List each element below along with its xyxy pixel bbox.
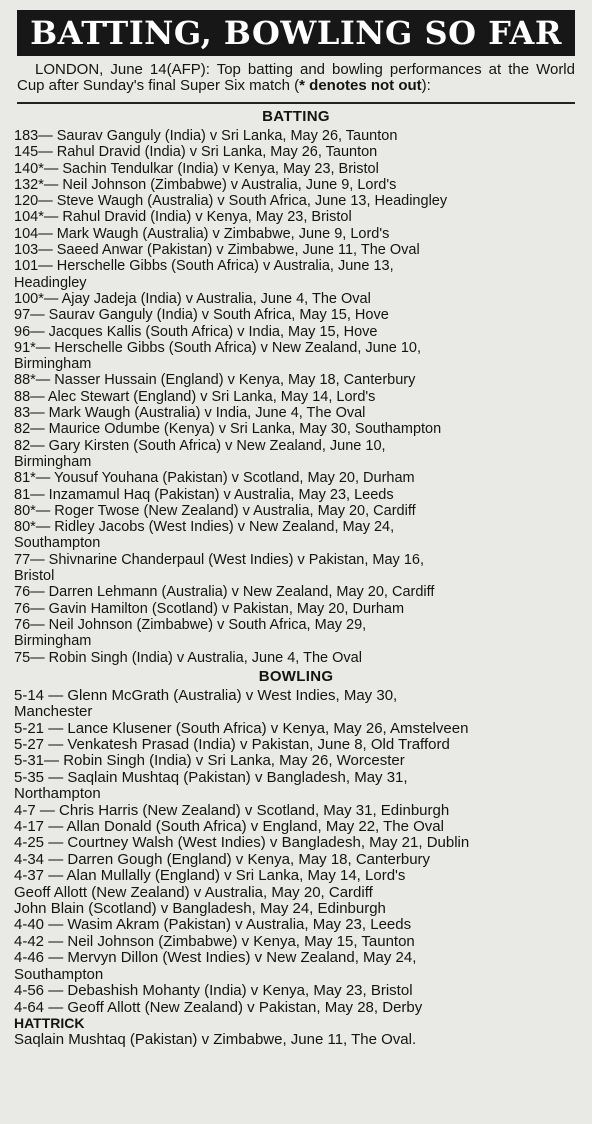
batting-score: 104*— [14,209,59,226]
bowling-list [14,688,578,1016]
batting-detail: Ridley Jacobs (West Indies) v New Zealand, May 24, [50,519,395,536]
batting-score: 76— [14,600,45,617]
bowling-entry [14,852,578,868]
batting-detail-continued: Birmingham [14,356,92,373]
bowling-score: 5-31 [14,753,45,770]
batting-score: 101— [14,258,53,275]
batting-score: 104— [14,225,53,242]
batting-detail: Darren Lehmann (Australia) v New Zealand, May 20, Cardiff [44,584,435,601]
batting-entry [14,177,578,193]
batting-detail-continued: Birmingham [14,633,92,650]
intro-text: Top batting and bowling performances at the World Cup after Sunday's final Super Six match ( [17,61,575,94]
batting-entry [14,405,578,421]
batting-entry [14,324,578,340]
batting-score: 140*— [14,160,59,177]
batting-score: 82— [14,437,45,454]
bowling-detail-continued: Northampton [14,785,101,803]
bowling-detail: — Darren Gough (England) v Kenya, May 18, Canterbury [44,851,431,868]
bowling-detail: — Debashish Mohanty (India) v Kenya, May 23, Bristol [44,983,413,1000]
bowling-detail-continued: Southampton [14,965,104,983]
bowling-entry [14,934,578,950]
batting-detail: Inzamamul Haq (Pakistan) v Australia, May 23, Leeds [44,486,394,503]
batting-detail: Saurav Ganguly (India) v South Africa, May 15, Hove [44,307,389,324]
batting-detail: Saurav Ganguly (India) v Sri Lanka, May 26, Taunton [52,128,398,144]
bowling-score: 5-14 [14,687,45,704]
bowling-score: 5-27 [14,737,45,754]
batting-score: 76— [14,584,45,601]
batting-entry [14,519,578,552]
bowling-detail: — Neil Johnson (Zimbabwe) v Kenya, May 15, Taunton [44,933,415,950]
bowling-score: 4-34 [14,851,45,868]
batting-score: 77— [14,551,45,568]
hattrick-heading: HATTRICK [14,1014,85,1031]
intro-close: ): [421,77,431,94]
headline-banner [17,10,575,56]
batting-entry [14,193,578,209]
intro-dateline: LONDON, June 14(AFP): [35,61,217,78]
bowling-detail: — Allan Donald (South Africa) v England, May 22, The Oval [44,819,444,836]
bowling-detail: — Saqlain Mushtaq (Pakistan) v Bangladesh, May 31, [44,769,408,786]
bowling-detail: Geoff Allott (New Zealand) v Australia, May 20, Cardiff [14,884,373,901]
batting-detail: Saeed Anwar (Pakistan) v Zimbabwe, June 11, The Oval [52,242,420,259]
bowling-score: 4-56 [14,983,45,1000]
batting-entry [14,161,578,177]
bowling-detail: — Mervyn Dillon (West Indies) v New Zealand, May 24, [44,950,417,967]
bowling-score: 4-7 [14,802,36,819]
bowling-detail: — Wasim Akram (Pakistan) v Australia, May 23, Leeds [44,917,412,934]
batting-entry [14,226,578,242]
headline: BATTING, BOWLING SO FAR [30,14,562,52]
batting-entry [14,650,578,666]
batting-detail: Neil Johnson (Zimbabwe) v Australia, June 9, Lord's [58,176,397,193]
batting-entry [14,389,578,405]
batting-heading: BATTING [262,108,330,125]
batting-detail-continued: Southampton [14,535,101,552]
bowling-detail: — Glenn McGrath (Australia) v West Indies, May 30, [44,687,398,704]
batting-score: 81— [14,486,45,503]
bowling-score: 4-37 [14,868,45,885]
batting-detail: Herschelle Gibbs (South Africa) v Australia, June 13, [52,258,394,275]
batting-entry [14,307,578,323]
batting-score: 82— [14,421,45,438]
batting-detail: Mark Waugh (Australia) v Zimbabwe, June 9, Lord's [52,225,390,242]
batting-detail-continued: Headingley [14,274,87,291]
batting-detail: Herschelle Gibbs (South Africa) v New Zealand, June 10, [50,339,422,356]
batting-score: 80*— [14,502,51,519]
bowling-entry [14,917,578,933]
batting-score: 76— [14,616,45,633]
batting-detail-continued: Bristol [14,568,55,585]
batting-score: 91*— [14,339,51,356]
batting-detail: Jacques Kallis (South Africa) v India, May 15, Hove [44,323,378,340]
batting-score: 88*— [14,372,51,389]
bowling-detail-continued: Manchester [14,703,93,721]
batting-score: 83— [14,405,45,422]
bowling-score: 4-46 [14,950,45,967]
bowling-detail: — Alan Mullally (England) v Sri Lanka, May 14, Lord's [44,868,406,885]
batting-detail: Gavin Hamilton (Scotland) v Pakistan, May 20, Durham [44,600,405,617]
batting-entry [14,503,578,519]
bowling-detail: — Lance Klusener (South Africa) v Kenya, May 26, Amstelveen [44,720,469,737]
batting-detail: Gary Kirsten (South Africa) v New Zealand, June 10, [44,437,386,454]
batting-score: 75— [14,649,45,666]
bowling-entry [14,737,578,753]
batting-score: 132*— [14,176,59,193]
batting-score: 88— [14,388,45,405]
batting-entry [14,242,578,258]
batting-entry [14,258,578,291]
batting-score: 80*— [14,519,51,536]
bowling-entry [14,885,578,901]
bowling-entry [14,819,578,835]
batting-entry [14,128,578,144]
batting-entry [14,438,578,471]
bowling-detail: — Geoff Allott (New Zealand) v Pakistan, May 28, Derby [44,999,423,1016]
batting-score: 103— [14,242,53,259]
batting-detail: Mark Waugh (Australia) v India, June 4, The Oval [44,405,366,422]
bowling-detail: — Venkatesh Prasad (India) v Pakistan, June 8, Old Trafford [44,737,450,754]
batting-entry [14,372,578,388]
bowling-heading: BOWLING [258,667,334,685]
divider-rule [17,102,575,104]
bowling-entry [14,835,578,851]
batting-detail: Maurice Odumbe (Kenya) v Sri Lanka, May 30, Southampton [44,421,442,438]
bowling-detail: John Blain (Scotland) v Bangladesh, May 24, Edinburgh [14,901,386,918]
bowling-score: 4-17 [14,819,45,836]
batting-score: 97— [14,307,45,324]
batting-list [14,128,578,666]
batting-detail: Rahul Dravid (India) v Kenya, May 23, Bristol [58,209,352,226]
batting-detail: Roger Twose (New Zealand) v Australia, May 20, Cardiff [50,502,416,519]
batting-entry [14,470,578,486]
bowling-score: 5-35 [14,769,45,786]
bowling-detail: — Robin Singh (India) v Sri Lanka, May 26, Worcester [44,753,405,770]
bowling-score: 4-25 [14,835,45,852]
batting-score: 100*— [14,290,59,307]
batting-entry [14,487,578,503]
intro-paragraph [17,62,575,94]
batting-detail: Rahul Dravid (India) v Sri Lanka, May 26, Taunton [52,144,378,161]
batting-entry [14,584,578,600]
intro-not-out-note: * denotes not out [299,77,422,94]
batting-detail-continued: Birmingham [14,453,92,470]
batting-detail: Neil Johnson (Zimbabwe) v South Africa, May 29, [44,616,367,633]
bowling-detail: — Courtney Walsh (West Indies) v Bangladesh, May 21, Dublin [44,835,470,852]
batting-detail: Robin Singh (India) v Australia, June 4, The Oval [44,649,362,666]
batting-detail: Yousuf Youhana (Pakistan) v Scotland, May 20, Durham [50,470,415,487]
bowling-entry [14,983,578,999]
bowling-score: 4-64 [14,999,45,1016]
batting-entry [14,144,578,160]
batting-detail: Alec Stewart (England) v Sri Lanka, May 14, Lord's [44,388,376,405]
bowling-entry [14,770,578,803]
bowling-entry [14,803,578,819]
bowling-score: 4-40 [14,917,45,934]
bowling-entry [14,753,578,769]
batting-score: 96— [14,323,45,340]
bowling-entry [14,868,578,884]
hattrick-entry: Saqlain Mushtaq (Pakistan) v Zimbabwe, June 11, The Oval. [14,1030,417,1048]
batting-detail: Steve Waugh (Australia) v South Africa, June 13, Headingley [52,193,448,210]
batting-entry [14,209,578,225]
batting-entry [14,421,578,437]
batting-detail: Ajay Jadeja (India) v Australia, June 4, The Oval [58,290,371,307]
bowling-entry [14,901,578,917]
bowling-entry [14,1000,578,1016]
batting-detail: Shivnarine Chanderpaul (West Indies) v Pakistan, May 16, [44,551,424,568]
batting-score: 120— [14,193,53,210]
bowling-entry [14,688,578,721]
batting-score: 145— [14,144,53,161]
batting-entry [14,601,578,617]
bowling-entry [14,721,578,737]
batting-score: 81*— [14,470,51,487]
batting-score: 183— [14,128,53,144]
bowling-entry [14,950,578,983]
batting-entry [14,340,578,373]
batting-entry [14,552,578,585]
batting-entry [14,291,578,307]
batting-detail: Nasser Hussain (England) v Kenya, May 18, Canterbury [50,372,416,389]
bowling-score: 5-21 [14,720,45,737]
batting-detail: Sachin Tendulkar (India) v Kenya, May 23, Bristol [58,160,379,177]
bowling-score: 4-42 [14,933,45,950]
batting-entry [14,617,578,650]
bowling-detail: — Chris Harris (New Zealand) v Scotland, May 31, Edinburgh [35,802,450,819]
